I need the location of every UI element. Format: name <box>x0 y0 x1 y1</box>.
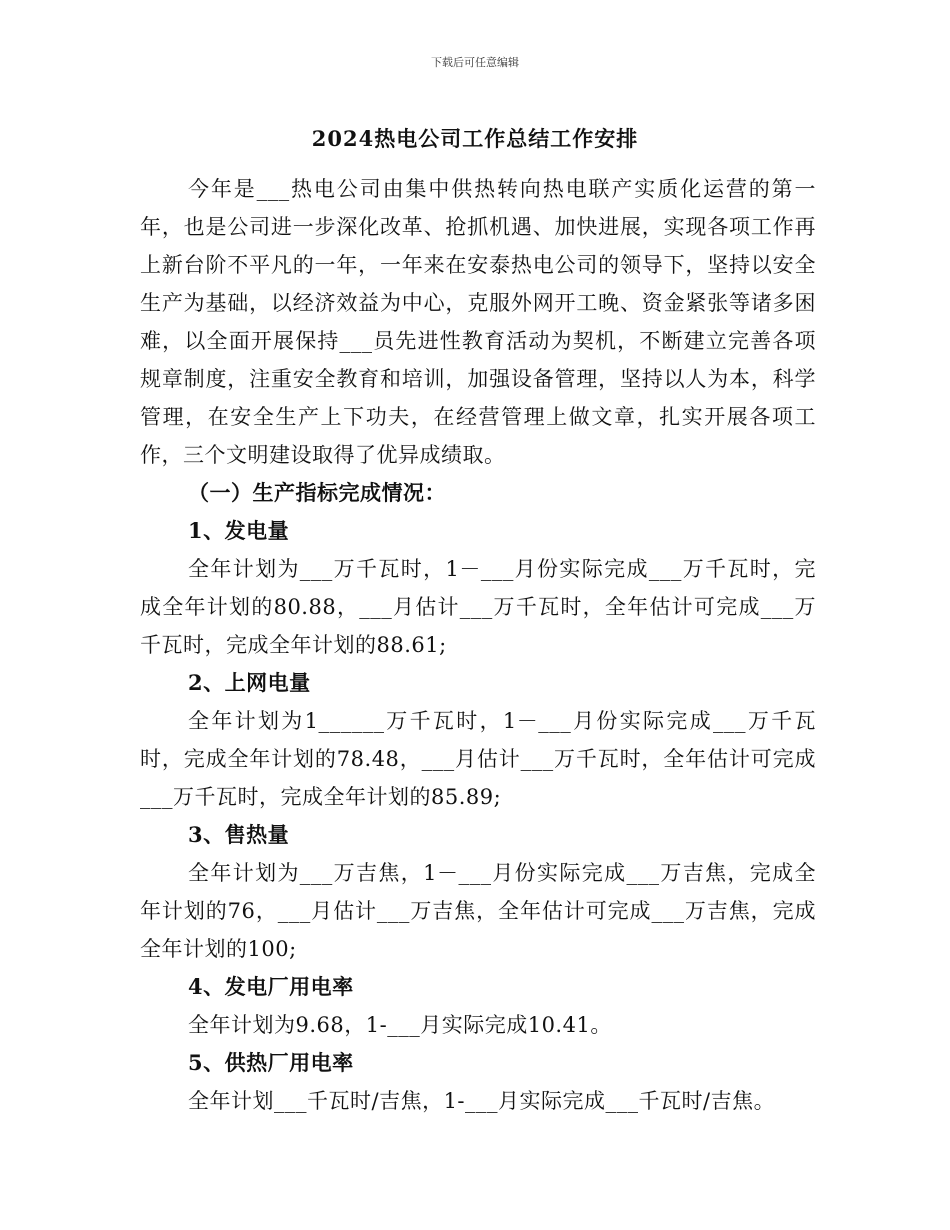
item-heading-heat-sales: 3、售热量 <box>188 822 290 847</box>
item-heading-heating-consumption-rate: 5、供热厂用电率 <box>188 1050 354 1075</box>
item-text-heating-consumption-rate: 全年计划___千瓦时/吉焦，1-___月实际完成___千瓦时/吉焦。 <box>188 1089 776 1113</box>
item-text-heat-sales: 全年计划为___万吉焦，1－___月份实际完成___万吉焦，完成全年计划的76，___月估计___万吉焦，全年估计可完成___万吉焦，完成全年计划的100; <box>140 861 816 961</box>
item-text-power-generation: 全年计划为___万千瓦时，1－___月份实际完成___万千瓦时，完成全年计划的80.88，___月估计___万千瓦时，全年估计可完成___万千瓦时，完成全年计划的88.61; <box>140 557 816 657</box>
item-heading-grid-power: 2、上网电量 <box>188 670 311 695</box>
item-heading-generation-consumption-rate: 4、发电厂用电率 <box>188 974 354 999</box>
document-body <box>140 170 816 1120</box>
document-title: 2024热电公司工作总结工作安排 <box>311 126 639 151</box>
intro-paragraph: 今年是___热电公司由集中供热转向热电联产实质化运营的第一年，也是公司进一步深化改革、抢抓机遇、加快进展，实现各项工作再上新台阶不平凡的一年，一年来在安泰热电公司的领导下，坚持以安全生产为基础，以经济效益为中心，克服外网开工晚、资金紧张等诸多困难，以全面开展保持___员先进性教育活动为契机，不断建立完善各项规章制度，注重安全教育和培训，加强设备管理，坚持以人为本，科学管理，在安全生产上下功夫，在经营管理上做文章，扎实开展各项工作，三个文明建设取得了优异成绩取。 <box>140 177 816 467</box>
item-text-grid-power: 全年计划为1______万千瓦时，1－___月份实际完成___万千瓦时，完成全年计划的78.48，___月估计___万千瓦时，全年估计可完成___万千瓦时，完成全年计划的85.89; <box>140 709 816 809</box>
item-text-generation-consumption-rate: 全年计划为9.68，1-___月实际完成10.41。 <box>188 1013 612 1037</box>
item-heading-power-generation: 1、发电量 <box>188 518 290 543</box>
section-heading-production: （一）生产指标完成情况： <box>188 480 446 505</box>
header-note: 下载后可任意编辑 <box>431 56 519 69</box>
